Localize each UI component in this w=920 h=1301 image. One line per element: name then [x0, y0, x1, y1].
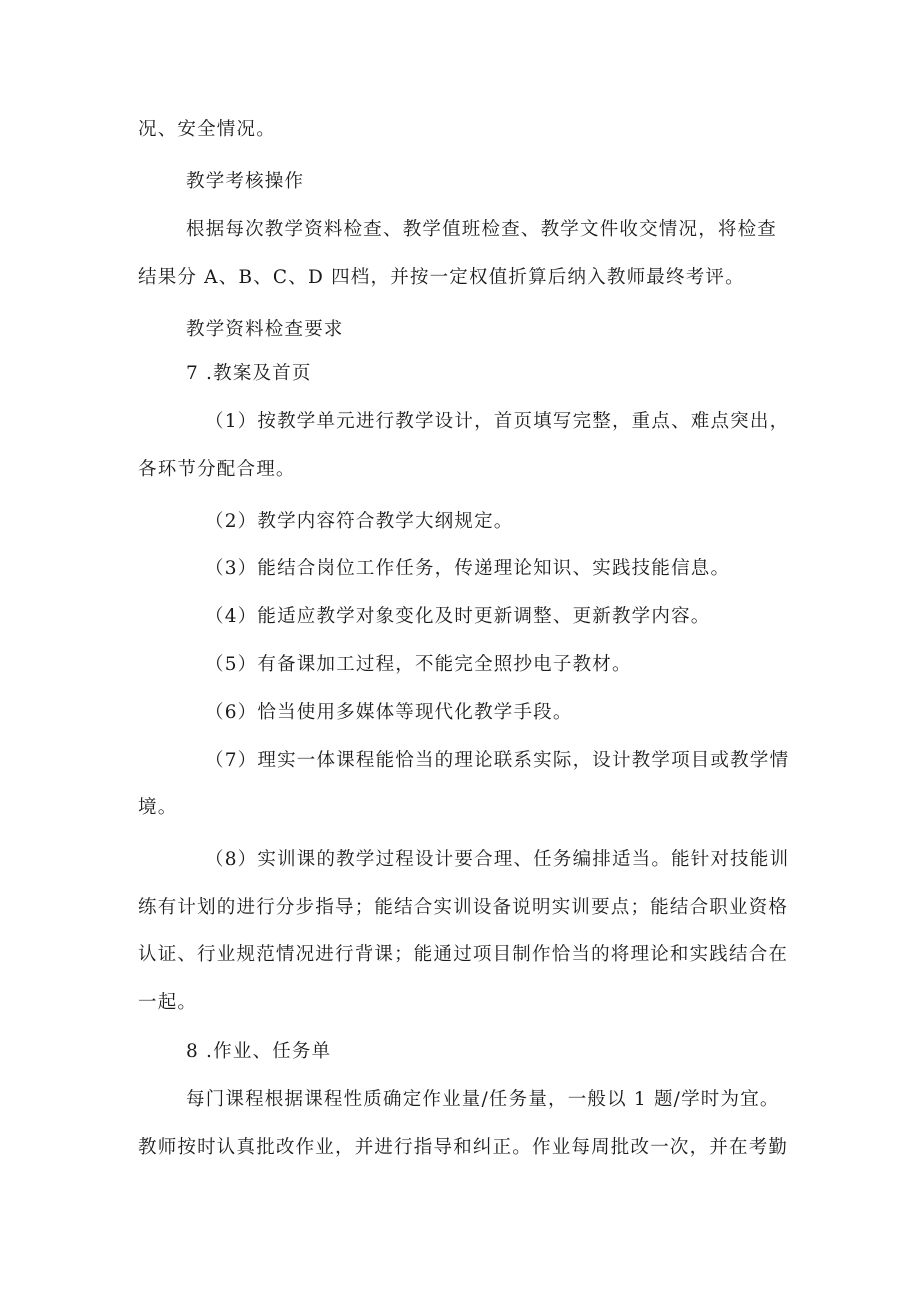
list-item-7-line-1: （7）理实一体课程能恰当的理论联系实际，设计教学项目或教学情: [205, 750, 790, 771]
section-heading-materials: 教学资料检查要求: [186, 319, 344, 340]
item-heading-7: 7 .教案及首页: [186, 363, 312, 384]
list-item-1-line-2: 各环节分配合理。: [138, 459, 296, 480]
list-item-8-line-2: 练有计划的进行分步指导；能结合实训设备说明实训要点；能结合职业资格: [138, 897, 789, 918]
paragraph-assessment-line-2: 结果分 A、B、C、D 四档，并按一定权值折算后纳入教师最终考评。: [138, 267, 745, 288]
section-heading-assessment: 教学考核操作: [186, 171, 305, 192]
paragraph-assessment-line-1: 根据每次教学资料检查、教学值班检查、教学文件收交情况，将检查: [186, 219, 778, 240]
item-heading-8: 8 .作业、任务单: [186, 1041, 332, 1062]
list-item-2: （2）教学内容符合教学大纲规定。: [205, 511, 514, 532]
paragraph-homework-line-1: 每门课程根据课程性质确定作业量/任务量，一般以 1 题/学时为宜。: [186, 1089, 780, 1110]
list-item-8-line-3: 认证、行业规范情况进行背课；能通过项目制作恰当的将理论和实践结合在: [138, 944, 789, 965]
list-item-8-line-1: （8）实训课的教学过程设计要合理、任务编排适当。能针对技能训: [205, 849, 790, 870]
list-item-3: （3）能结合岗位工作任务，传递理论知识、实践技能信息。: [205, 558, 731, 579]
paragraph-homework-line-2: 教师按时认真批改作业，并进行指导和纠正。作业每周批改一次，并在考勤: [138, 1137, 789, 1158]
list-item-6: （6）恰当使用多媒体等现代化教学手段。: [205, 702, 573, 723]
list-item-4: （4）能适应教学对象变化及时更新调整、更新教学内容。: [205, 606, 711, 627]
text-line-continuation: 况、安全情况。: [138, 119, 276, 140]
list-item-7-line-2: 境。: [138, 797, 178, 818]
list-item-1-line-1: （1）按教学单元进行教学设计，首页填写完整，重点、难点突出，: [205, 411, 790, 432]
list-item-5: （5）有备课加工过程，不能完全照抄电子教材。: [205, 654, 632, 675]
list-item-8-line-4: 一起。: [138, 992, 198, 1013]
